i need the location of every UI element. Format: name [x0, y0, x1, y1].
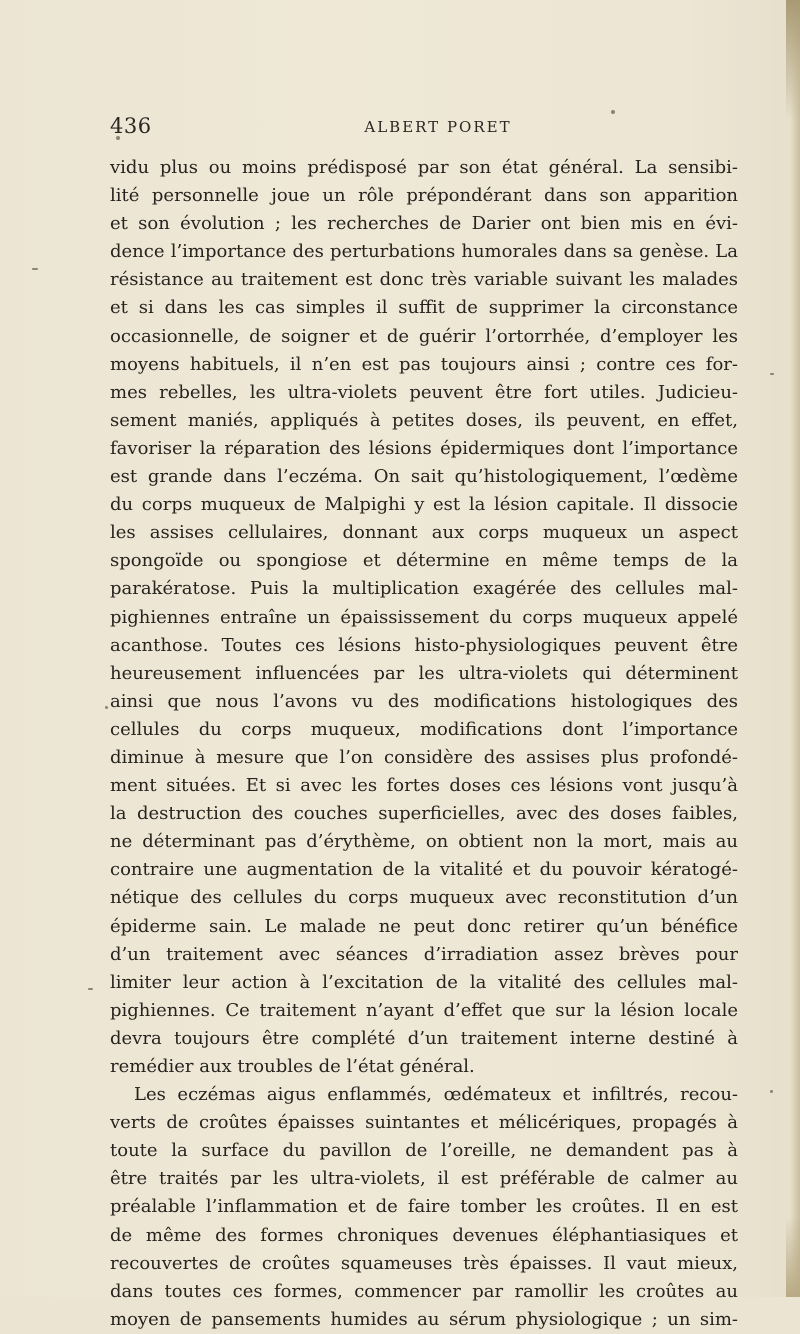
text-line: recouvertes de croûtes squameuses très épaisses. Il vaut mieux,	[110, 1252, 738, 1274]
text-line: épiderme sain. Le malade ne peut donc retirer qu’un bénéfice	[110, 915, 738, 937]
text-line: occasionnelle, de soigner et de guérir l’ortorrhée, d’employer les	[110, 325, 738, 347]
page-header	[110, 114, 740, 144]
running-head: ALBERT PORET	[364, 118, 512, 136]
text-line: d’un traitement avec séances d’irradiation assez brèves pour	[110, 943, 738, 965]
text-line: parakératose. Puis la multiplication exagérée des cellules mal-	[110, 578, 738, 600]
paper-speck	[88, 988, 93, 990]
text-line: cellules du corps muqueux, modifications dont l’importance	[110, 718, 738, 740]
text-line: sement maniés, appliqués à petites doses, ils peuvent, en effet,	[110, 409, 738, 431]
text-line: ne déterminant pas d’érythème, on obtient non la mort, mais au	[110, 831, 738, 853]
text-line: nétique des cellules du corps muqueux avec reconstitution d’un	[110, 887, 738, 909]
text-line: moyens habituels, il n’en est pas toujours ainsi ; contre ces for-	[110, 353, 738, 375]
text-line: mes rebelles, les ultra-violets peuvent être fort utiles. Judicieu-	[110, 381, 738, 403]
text-line: favoriser la réparation des lésions épidermiques dont l’importance	[110, 437, 738, 459]
paragraph-start-line: Les eczémas aigus enflammés, œdémateux et infiltrés, recou-	[134, 1084, 738, 1106]
text-line: contraire une augmentation de la vitalité et du pouvoir kératogé-	[110, 859, 738, 881]
text-line: limiter leur action à l’excitation de la vitalité des cellules mal-	[110, 971, 738, 993]
text-line: verts de croûtes épaisses suintantes et mélicériques, propagés à	[110, 1112, 738, 1134]
page-number: 436	[110, 114, 152, 138]
text-line: devra toujours être complété d’un traitement interne destiné à	[110, 1027, 738, 1049]
text-line: du corps muqueux de Malpighi y est la lésion capitale. Il dissocie	[110, 494, 738, 516]
text-line: spongoïde ou spongiose et détermine en même temps de la	[110, 550, 738, 572]
text-line: résistance au traitement est donc très variable suivant les malades	[110, 269, 738, 291]
text-line: est grande dans l’eczéma. On sait qu’histologiquement, l’œdème	[110, 466, 738, 488]
text-line: vidu plus ou moins prédisposé par son état général. La sensibi-	[110, 157, 738, 178]
text-line: diminue à mesure que l’on considère des assises plus profondé-	[110, 746, 738, 768]
text-line: ment situées. Et si avec les fortes doses ces lésions vont jusqu’à	[110, 775, 738, 797]
paper-speck	[770, 1090, 773, 1093]
page-edge-shadow	[790, 0, 800, 1297]
text-line: préalable l’inflammation et de faire tomber les croûtes. Il en est	[110, 1196, 738, 1218]
paper-speck	[32, 268, 38, 270]
text-line: pighiennes entraîne un épaississement du corps muqueux appelé	[110, 606, 738, 628]
paper-speck	[105, 706, 108, 709]
text-line: de même des formes chroniques devenues éléphantiasiques et	[110, 1224, 738, 1246]
text-line: pighiennes. Ce traitement n’ayant d’effet que sur la lésion locale	[110, 999, 738, 1021]
text-line: lité personnelle joue un rôle prépondérant dans son apparition	[110, 185, 738, 207]
paper-speck	[770, 373, 774, 375]
page-edge-stain-top	[786, 0, 800, 120]
text-line: toute la surface du pavillon de l’oreille, ne demandent pas à	[110, 1140, 738, 1162]
text-line: moyen de pansements humides au sérum physiologique ; un sim-	[110, 1308, 738, 1330]
text-line: ainsi que nous l’avons vu des modifications histologiques des	[110, 690, 738, 712]
text-line: les assises cellulaires, donnant aux corps muqueux un aspect	[110, 522, 738, 544]
text-line: heureusement influencées par les ultra-violets qui déterminent	[110, 662, 738, 684]
text-line: la destruction des couches superficielles, avec des doses faibles,	[110, 803, 738, 825]
paragraph-end-line: remédier aux troubles de l’état général.	[110, 1056, 475, 1077]
page-edge-stain-bottom	[786, 1217, 800, 1297]
text-line: et si dans les cas simples il suffit de supprimer la circonstance	[110, 297, 738, 319]
text-line: dence l’importance des perturbations humorales dans sa genèse. La	[110, 241, 738, 263]
text-line: et son évolution ; les recherches de Darier ont bien mis en évi-	[110, 213, 738, 235]
text-line: acanthose. Toutes ces lésions histo-physiologiques peuvent être	[110, 634, 738, 656]
text-line: dans toutes ces formes, commencer par ramollir les croûtes au	[110, 1280, 738, 1302]
text-line: être traités par les ultra-violets, il est préférable de calmer au	[110, 1168, 738, 1190]
body-text	[110, 154, 738, 1334]
